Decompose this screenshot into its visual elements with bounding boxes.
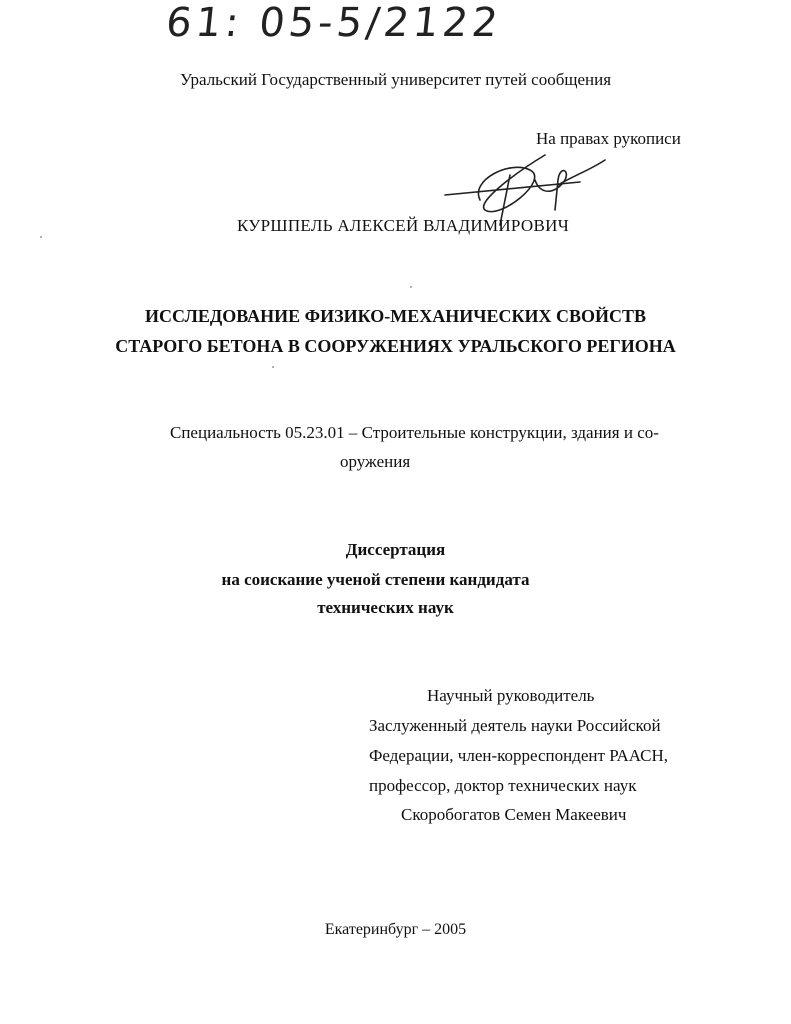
supervisor-title-line-3: профессор, доктор технических наук [369,776,637,795]
dissertation-field-line: технических наук [317,598,454,617]
scan-speck [272,366,274,368]
city-year: Екатеринбург – 2005 [324,921,467,938]
thesis-title-line-2: СТАРОГО БЕТОНА В СООРУЖЕНИЯХ УРАЛЬСКОГО РЕГИОНА [115,336,676,356]
university-name: Уральский Государственный университет путей сообщения [179,70,612,89]
dissertation-degree-line: на соискание ученой степени кандидата [221,570,530,589]
thesis-title-line-1: ИССЛЕДОВАНИЕ ФИЗИКО-МЕХАНИЧЕСКИХ СВОЙСТВ [144,306,647,326]
supervisor-name: Скоробогатов Семен Макеевич [401,805,627,824]
author-name: КУРШПЕЛЬ АЛЕКСЕЙ ВЛАДИМИРОВИЧ [237,216,570,235]
scan-speck [40,236,42,238]
scan-speck [410,286,412,288]
specialty-line-1: Специальность 05.23.01 – Строительные конструкции, здания и со- [170,423,659,442]
supervisor-heading: Научный руководитель [427,686,595,705]
supervisor-title-line-2: Федерации, член-корреспондент РААСН, [369,746,669,765]
manuscript-rights-note: На правах рукописи [536,129,681,148]
dissertation-heading: Диссертация [345,540,446,559]
supervisor-title-line-1: Заслуженный деятель науки Российской [369,716,661,735]
handwritten-archive-number: 61: 05-5/2122 [163,0,504,46]
specialty-line-2: оружения [340,452,411,471]
